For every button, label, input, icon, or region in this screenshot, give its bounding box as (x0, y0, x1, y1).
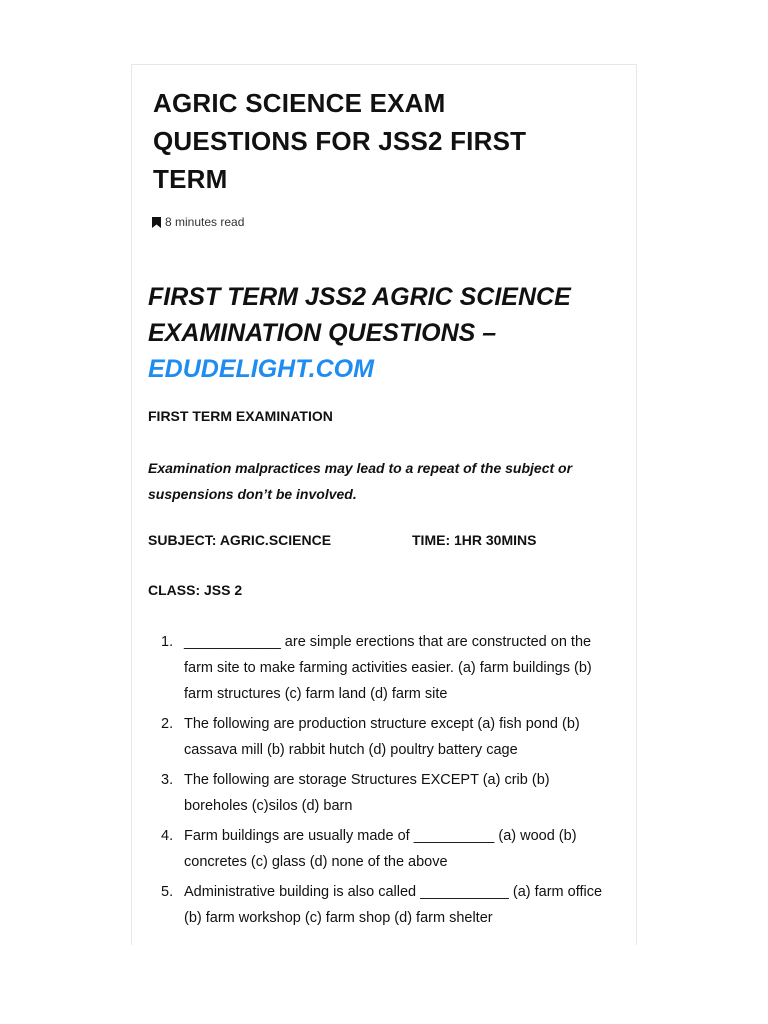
subject-time-row (148, 530, 626, 550)
question-number: 4. (161, 828, 174, 844)
question-item (148, 879, 604, 931)
question-text: Administrative building is also called ___________ (a) farm office (b) farm workshop (c) farm shop (d) farm shelter (184, 884, 603, 926)
question-number: 1. (161, 634, 174, 650)
question-text: The following are production structure except (a) fish pond (b) cassava mill (b) rabbit hutch (d) poultry battery cage (184, 716, 580, 758)
question-list (148, 629, 626, 931)
site-link[interactable]: EDUDELIGHT.COM (148, 355, 374, 383)
question-item (148, 711, 604, 763)
malpractice-warning: Examination malpractices may lead to a repeat of the subject or suspensions don’t be involved. (148, 460, 573, 502)
question-item (148, 629, 604, 707)
question-text: Farm buildings are usually made of __________ (a) wood (b) concretes (c) glass (d) none of the above (184, 828, 577, 870)
post-title: AGRIC SCIENCE EXAM QUESTIONS FOR JSS2 FIRST TERM (153, 88, 527, 194)
question-text: ____________ are simple erections that are constructed on the farm site to make farming activities easier. (a) farm buildings (b) farm structures (c) farm land (d) farm site (184, 634, 592, 702)
article-title (148, 279, 626, 387)
read-time-meta (152, 215, 244, 229)
question-item (148, 767, 604, 819)
question-number: 5. (161, 884, 174, 900)
article-body (148, 279, 626, 935)
read-time-label: 8 minutes read (165, 215, 245, 229)
bookmark-icon (152, 217, 161, 228)
section-label: FIRST TERM EXAMINATION (148, 408, 333, 424)
time-label: TIME: 1HR 30MINS (412, 532, 537, 548)
post-card (131, 64, 637, 945)
question-number: 2. (161, 716, 174, 732)
question-number: 3. (161, 772, 174, 788)
class-label: CLASS: JSS 2 (148, 582, 243, 598)
subject-label: SUBJECT: AGRIC.SCIENCE (148, 532, 332, 548)
question-text: The following are storage Structures EXCEPT (a) crib (b) boreholes (c)silos (d) barn (184, 772, 550, 814)
article-title-text: FIRST TERM JSS2 AGRIC SCIENCE EXAMINATION QUESTIONS – (148, 283, 571, 347)
question-item (148, 823, 604, 875)
